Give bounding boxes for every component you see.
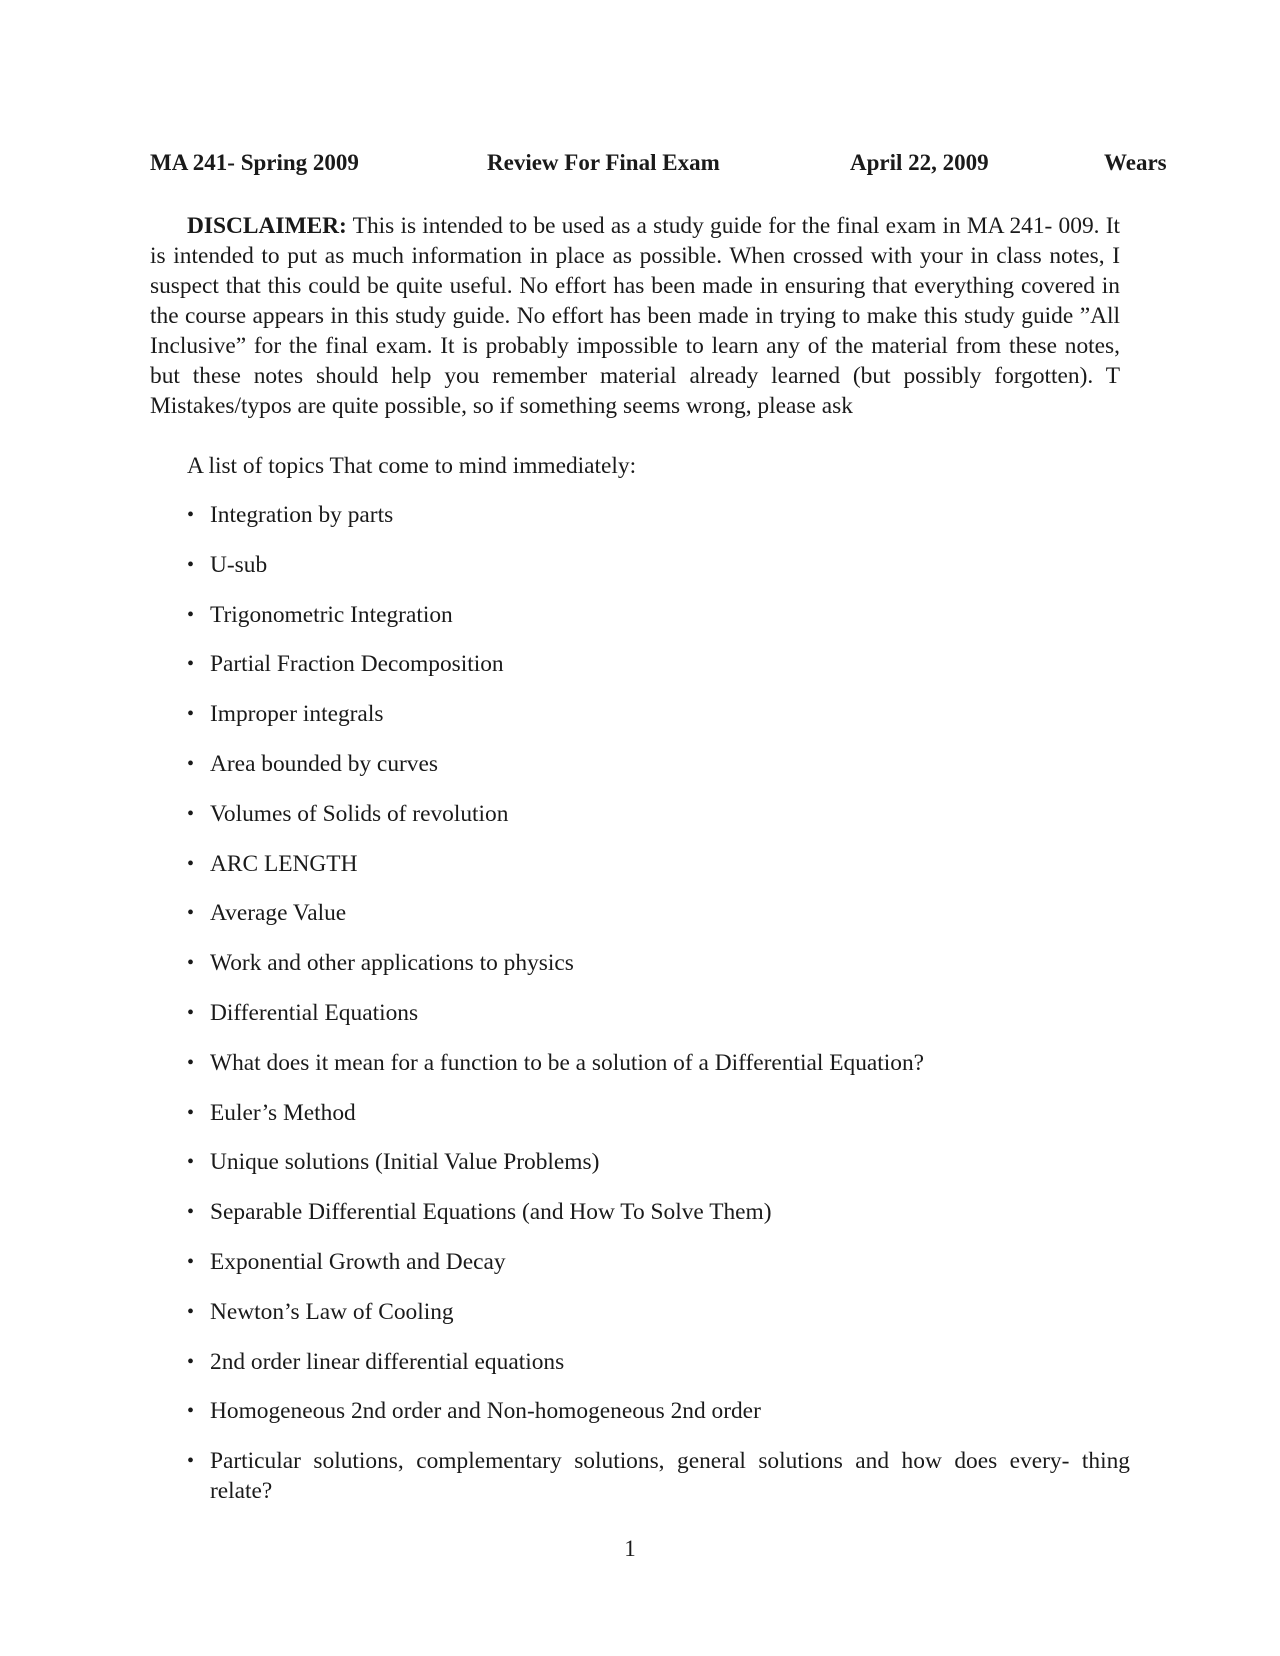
list-item (150, 550, 1130, 580)
page-header (150, 150, 1182, 190)
bullet-icon: • (187, 1151, 195, 1174)
list-item (150, 1147, 1130, 1177)
topic-text: Trigonometric Integration (210, 601, 453, 628)
bullet-icon: • (187, 603, 195, 626)
list-item (150, 948, 1130, 978)
topic-text: Exponential Growth and Decay (210, 1248, 506, 1275)
bullet-icon: • (187, 1450, 195, 1473)
topic-text: Average Value (210, 900, 347, 927)
disclaimer-text: This is intended to be used as a study guide for the final exam in MA 241- 009. It is intended to put as much information in place as possible. When crossed with your in class notes, I suspect that this could be quite useful. No effort has been made in ensuring that everything covered in the course appears in this study guide. No effort has been made in trying to make this study guide ”All Inclusive” for the final exam. It is probably impossible to learn any of the material from these notes, but these notes should help you remember material already learned (but possibly forgotten). T Mistakes/typos are quite possible, so if something seems wrong, please ask (150, 213, 1120, 419)
bullet-icon: • (187, 1051, 195, 1074)
topic-text: Partial Fraction Decomposition (210, 651, 504, 678)
list-item (150, 998, 1130, 1028)
bullet-icon: • (187, 1101, 195, 1124)
page-number: 1 (624, 1536, 636, 1561)
bullet-icon: • (187, 553, 195, 576)
bullet-icon: • (187, 752, 195, 775)
topic-text: Homogeneous 2nd order and Non-homogeneous 2nd order (210, 1398, 761, 1425)
bullet-icon: • (187, 1250, 195, 1273)
topic-text: What does it mean for a function to be a solution of a Differential Equation? (210, 1049, 925, 1076)
bullet-icon: • (187, 1001, 195, 1024)
list-item (150, 849, 1130, 879)
list-item (150, 1396, 1130, 1426)
topic-text: U-sub (210, 551, 268, 578)
list-item (150, 799, 1130, 829)
list-item (150, 1197, 1130, 1227)
list-item (150, 649, 1130, 679)
bullet-icon: • (187, 902, 195, 925)
bullet-icon: • (187, 802, 195, 825)
bullet-icon: • (187, 1400, 195, 1423)
document-title: Review For Final Exam (487, 150, 720, 175)
topic-text: Differential Equations (210, 999, 419, 1026)
bullet-icon: • (187, 852, 195, 875)
topic-text: Integration by parts (210, 502, 394, 528)
topic-text: Area bounded by curves (210, 750, 438, 777)
disclaimer-paragraph (150, 211, 1120, 421)
topic-text: Volumes of Solids of revolution (210, 800, 509, 827)
list-item (150, 1098, 1130, 1128)
author-name: Wears (1104, 150, 1167, 175)
topic-text: ARC LENGTH (210, 850, 358, 877)
topic-text: Separable Differential Equations (and How To Solve Them) (210, 1199, 772, 1226)
document-date: April 22, 2009 (850, 150, 989, 175)
topics-intro: A list of topics That come to mind immediately: (187, 453, 637, 479)
bullet-icon: • (187, 653, 195, 676)
list-item (150, 500, 1130, 530)
topic-text: Work and other applications to physics (210, 950, 574, 977)
list-item (150, 1048, 1130, 1078)
list-item (150, 699, 1130, 729)
topic-text: Unique solutions (Initial Value Problems) (210, 1149, 600, 1176)
topic-text: Improper integrals (210, 701, 384, 728)
list-item (150, 749, 1130, 779)
topic-text: Particular solutions, complementary solutions, general solutions and how does every- thing relate? (210, 1448, 1130, 1505)
list-item (150, 1297, 1130, 1327)
bullet-icon: • (187, 1300, 195, 1323)
topics-list (150, 500, 1130, 1506)
topic-text: Euler’s Method (210, 1099, 356, 1126)
topic-text: 2nd order linear differential equations (210, 1348, 565, 1375)
bullet-icon: • (187, 1201, 195, 1224)
bullet-icon: • (187, 504, 195, 526)
list-item (150, 1347, 1130, 1377)
bullet-icon: • (187, 952, 195, 975)
list-item (150, 1446, 1130, 1506)
list-item (150, 1247, 1130, 1277)
topic-text: Newton’s Law of Cooling (210, 1298, 454, 1325)
course-title: MA 241- Spring 2009 (150, 150, 359, 175)
list-item (150, 898, 1130, 928)
bullet-icon: • (187, 703, 195, 726)
bullet-icon: • (187, 1350, 195, 1373)
disclaimer-label: DISCLAIMER: (187, 213, 347, 239)
list-item (150, 600, 1130, 630)
